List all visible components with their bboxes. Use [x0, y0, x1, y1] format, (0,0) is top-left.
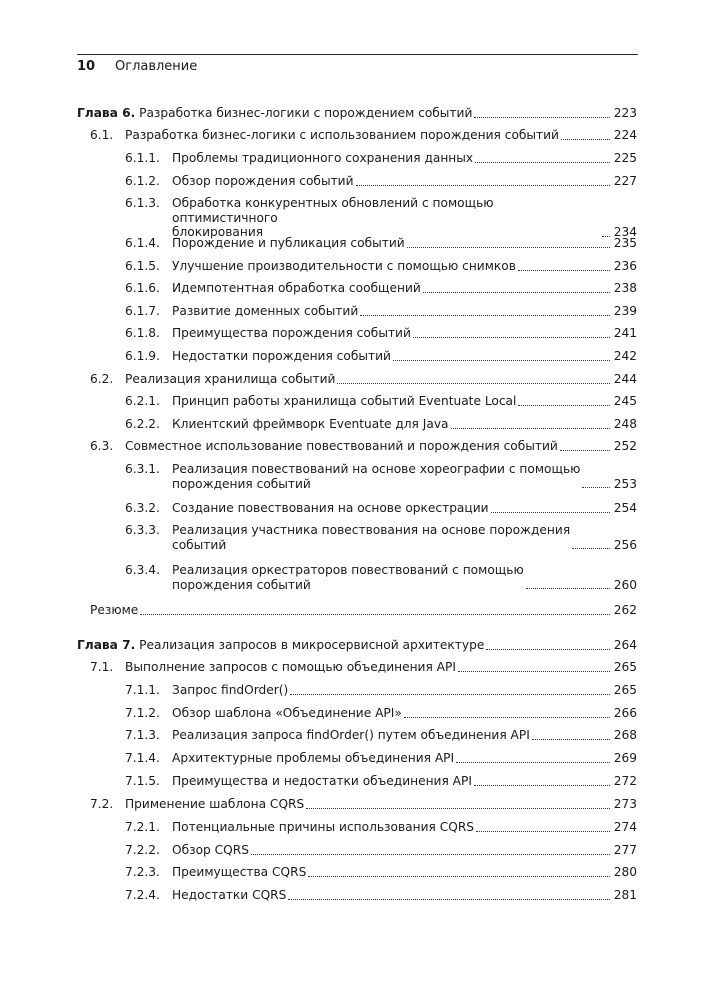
toc-page-number: 254: [613, 501, 637, 515]
toc-page-number: 262: [613, 603, 637, 617]
toc-section-number: 7.2.3.: [125, 865, 160, 879]
toc-title: [172, 462, 580, 491]
toc-page-number: 265: [613, 683, 637, 697]
toc-section-number: 6.3.1.: [125, 462, 160, 476]
dot-leader: [572, 548, 610, 549]
dot-leader: [308, 876, 609, 877]
toc-section-number: 7.1.: [90, 660, 114, 674]
toc-title-text: Применение шаблона CQRS: [125, 797, 305, 811]
toc-title-text: порождения событий: [172, 476, 311, 491]
toc-title: [172, 683, 288, 698]
toc-title: [172, 706, 402, 721]
dot-leader: [306, 808, 609, 809]
toc-section-number: 6.2.1.: [125, 394, 160, 408]
toc-title: [172, 326, 411, 341]
toc-section-number: 7.2.: [90, 797, 114, 811]
page-header: [77, 59, 637, 74]
dot-leader: [476, 831, 610, 832]
toc-title: [77, 106, 472, 121]
toc-page-number: 244: [613, 372, 637, 386]
toc-title: [172, 304, 358, 319]
dot-leader: [532, 739, 610, 740]
toc-page-number: 223: [613, 106, 637, 120]
toc-section-number: 7.1.5.: [125, 774, 160, 788]
toc-title-text: Клиентский фреймворк Eventuate для Java: [172, 417, 449, 431]
toc-page-number: 269: [613, 751, 637, 765]
dot-leader: [404, 717, 610, 718]
toc-title: [172, 417, 449, 432]
toc-title: [125, 660, 456, 675]
toc-section-number: 6.1.2.: [125, 174, 160, 188]
toc-section-number: 6.1.7.: [125, 304, 160, 318]
toc-title-text: Развитие доменных событий: [172, 304, 359, 318]
dot-leader: [518, 270, 610, 271]
toc-title-text: Недостатки CQRS: [172, 888, 287, 902]
toc-page-number: 280: [613, 865, 637, 879]
toc-title-text: Создание повествования на основе оркестрации: [172, 501, 489, 515]
toc-page-number: 256: [613, 537, 637, 552]
toc-title-text: порождения событий: [172, 577, 311, 592]
toc-section-number: 7.1.2.: [125, 706, 160, 720]
toc-title-text: Обзор порождения событий: [172, 174, 354, 188]
chapter-label: Глава 6.: [77, 106, 136, 120]
toc-title-text: Реализация запросов в микросервисной архитектуре: [139, 638, 485, 652]
toc-title-text: Разработка бизнес-логики с использованием порождения событий: [125, 128, 559, 142]
toc-page-number: 281: [613, 888, 637, 902]
page-number: 10: [77, 59, 96, 74]
toc-title-text: Обзор шаблона «Объединение API»: [172, 706, 402, 720]
dot-leader: [486, 649, 609, 650]
toc-title: [172, 774, 472, 789]
toc-page-number: 245: [613, 394, 637, 408]
dot-leader: [456, 762, 610, 763]
toc-title-line1: Реализация повествований на основе хореографии с помощью: [172, 462, 581, 476]
toc-page-number: 227: [613, 174, 637, 188]
toc-page-number: 277: [613, 843, 637, 857]
dot-leader: [518, 405, 609, 406]
dot-leader: [475, 162, 610, 163]
dot-leader: [393, 360, 610, 361]
toc-title-text: Порождение и публикация событий: [172, 236, 405, 250]
toc-title-line1: Реализация оркестраторов повествований с помощью: [172, 563, 524, 577]
toc-title: [172, 751, 454, 766]
header-rule: [77, 54, 638, 55]
dot-leader: [474, 117, 609, 118]
toc-title: [172, 843, 249, 858]
toc-title-text: Выполнение запросов с помощью объединения API: [125, 660, 456, 674]
toc-section-number: 6.3.3.: [125, 523, 160, 537]
toc-page-number: 252: [613, 439, 637, 453]
running-title: Оглавление: [115, 59, 198, 74]
chapter-label: Глава 7.: [77, 638, 136, 652]
toc-section-number: 6.1.3.: [125, 196, 160, 210]
toc-title: [172, 394, 516, 409]
toc-section-number: 7.2.4.: [125, 888, 160, 902]
dot-leader: [451, 428, 610, 429]
toc-page-number: 236: [613, 259, 637, 273]
toc-page-number: 266: [613, 706, 637, 720]
toc-title-line1: Обработка конкурентных обновлений с помощью оптимистичного: [172, 196, 494, 225]
toc-title: [172, 728, 530, 743]
toc-page-number: 264: [613, 638, 637, 652]
dot-leader: [290, 694, 609, 695]
dot-leader: [413, 337, 610, 338]
toc-title: [172, 501, 489, 516]
toc-title-text: Разработка бизнес-логики с порождением событий: [139, 106, 473, 120]
toc-title-text: Реализация хранилища событий: [125, 372, 336, 386]
toc-section-number: 7.2.1.: [125, 820, 160, 834]
toc-title: [125, 797, 304, 812]
toc-section-number: 6.3.4.: [125, 563, 160, 577]
toc-title: [172, 349, 391, 364]
dot-leader: [337, 383, 609, 384]
toc-title: [125, 439, 558, 454]
toc-section-number: 7.1.1.: [125, 683, 160, 697]
toc-title: [172, 236, 405, 251]
toc-page-number: 273: [613, 797, 637, 811]
toc-section-number: 6.1.: [90, 128, 114, 142]
toc-page-number: 235: [613, 236, 637, 250]
toc-title: [172, 865, 306, 880]
toc-page-number: 234: [613, 225, 637, 239]
toc-title: [172, 259, 516, 274]
toc-section-number: 6.1.4.: [125, 236, 160, 250]
toc-page-number: 268: [613, 728, 637, 742]
toc-title: [125, 128, 559, 143]
dot-leader: [360, 315, 609, 316]
toc-title-text: Идемпотентная обработка сообщений: [172, 281, 421, 295]
toc-title-text: Потенциальные причины использования CQRS: [172, 820, 475, 834]
toc-title-text: Недостатки порождения событий: [172, 349, 391, 363]
toc-section-number: 6.1.8.: [125, 326, 160, 340]
dot-leader: [491, 512, 610, 513]
dot-leader: [561, 139, 610, 140]
toc-title: [77, 638, 484, 653]
toc-page-number: 253: [613, 476, 637, 491]
toc-title-text: Преимущества и недостатки объединения API: [172, 774, 472, 788]
toc-page-number: 225: [613, 151, 637, 165]
toc-title-text: Реализация запроса findOrder() путем объединения API: [172, 728, 530, 742]
toc-section-number: 6.2.2.: [125, 417, 160, 431]
toc-title: [172, 281, 421, 296]
toc-page-number: 241: [613, 326, 637, 340]
toc-title-text: Преимущества порождения событий: [172, 326, 411, 340]
dot-leader: [560, 450, 610, 451]
toc-title-text: Улучшение производительности с помощью снимков: [172, 259, 516, 273]
toc-page-number: 239: [613, 304, 637, 318]
toc-section-number: 7.2.2.: [125, 843, 160, 857]
toc-page-number: 224: [613, 128, 637, 142]
toc-section-number: 6.3.: [90, 439, 114, 453]
toc-title-text: блокирования: [172, 225, 264, 239]
toc-section-number: 6.3.2.: [125, 501, 160, 515]
toc-page-number: 260: [613, 577, 637, 592]
toc-title-text: Принцип работы хранилища событий Eventuate Local: [172, 394, 517, 408]
toc-section-number: 6.2.: [90, 372, 114, 386]
toc-section-number: 6.1.1.: [125, 151, 160, 165]
toc-title-text: Совместное использование повествований и порождения событий: [125, 439, 558, 453]
toc-title: [125, 372, 335, 387]
toc-title-text: событий: [172, 537, 227, 552]
toc-title-text: Запрос findOrder(): [172, 683, 289, 697]
toc-page-number: 272: [613, 774, 637, 788]
toc-section-number: 6.1.6.: [125, 281, 160, 295]
toc-title: [172, 820, 474, 835]
dot-leader: [140, 614, 609, 615]
toc-section-number: 7.1.3.: [125, 728, 160, 742]
dot-leader: [288, 899, 609, 900]
dot-leader: [356, 185, 610, 186]
dot-leader: [526, 588, 610, 589]
toc-title: [172, 196, 600, 240]
dot-leader: [407, 247, 610, 248]
toc-page-number: 274: [613, 820, 637, 834]
toc-title: [172, 151, 473, 166]
toc-title-text: Преимущества CQRS: [172, 865, 307, 879]
toc-title-text: Обзор CQRS: [172, 843, 249, 857]
dot-leader: [474, 785, 610, 786]
toc-title: [172, 523, 570, 552]
toc-page-number: 265: [613, 660, 637, 674]
toc-section-number: 6.1.9.: [125, 349, 160, 363]
dot-leader: [458, 671, 610, 672]
toc-section-number: 7.1.4.: [125, 751, 160, 765]
toc-page-number: 242: [613, 349, 637, 363]
toc-title: [172, 563, 524, 592]
dot-leader: [582, 487, 609, 488]
toc-title: [90, 603, 138, 618]
toc-title-text: Резюме: [90, 603, 139, 617]
toc-page-number: 238: [613, 281, 637, 295]
dot-leader: [251, 854, 610, 855]
toc-page-number: 248: [613, 417, 637, 431]
dot-leader: [423, 292, 610, 293]
toc-section-number: 6.1.5.: [125, 259, 160, 273]
toc-title: [172, 174, 354, 189]
toc-title-text: Проблемы традиционного сохранения данных: [172, 151, 474, 165]
toc-title-text: Архитектурные проблемы объединения API: [172, 751, 455, 765]
toc-title: [172, 888, 286, 903]
toc-title-line1: Реализация участника повествования на основе порождения: [172, 523, 571, 537]
